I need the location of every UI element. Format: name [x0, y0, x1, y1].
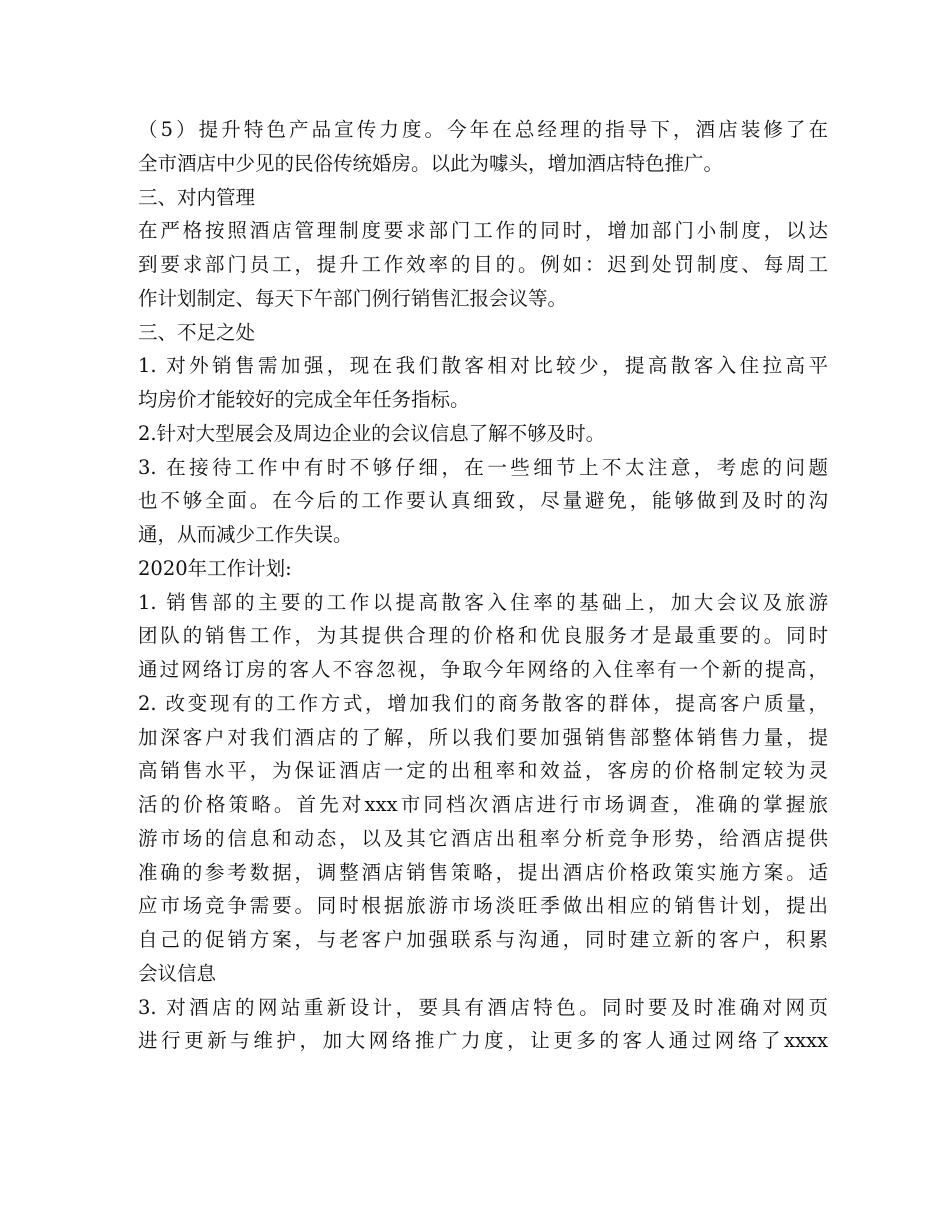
- list-item-line: 3. 在接待工作中有时不够仔细，在一些细节上不太注意，考虑的问题: [138, 455, 828, 479]
- text-line: 加深客户对我们酒店的了解，所以我们要加强销售部整体销售力量，提: [138, 725, 828, 749]
- text-line: 会议信息: [138, 961, 217, 985]
- text-line: 也不够全面。在今后的工作要认真细致，尽量避免，能够做到及时的沟: [138, 489, 828, 513]
- text-line: 游市场的信息和动态，以及其它酒店出租率分析竞争形势，给酒店提供: [138, 826, 828, 850]
- text-line: （5）提升特色产品宣传力度。今年在总经理的指导下，酒店装修了在: [138, 118, 828, 141]
- document-body: [138, 113, 828, 1058]
- section-heading: 2020年工作计划:: [138, 556, 292, 580]
- section-heading: 三、不足之处: [138, 320, 256, 344]
- list-item-line: 1. 销售部的主要的工作以提高散客入住率的基础上，加大会议及旅游: [138, 590, 828, 614]
- section-heading: 三、对内管理: [138, 185, 256, 209]
- list-item-line: 3. 对酒店的网站重新设计，要具有酒店特色。同时要及时准确对网页: [138, 995, 828, 1019]
- text-line: 在严格按照酒店管理制度要求部门工作的同时，增加部门小制度，以达: [138, 219, 828, 243]
- text-line: 全市酒店中少见的民俗传统婚房。以此为噱头，增加酒店特色推广。: [138, 151, 724, 175]
- list-item-line: 2.针对大型展会及周边企业的会议信息了解不够及时。: [138, 421, 606, 445]
- text-line: 通过网络订房的客人不容忽视，争取今年网络的入住率有一个新的提高，: [138, 658, 828, 681]
- text-line: 团队的销售工作，为其提供合理的价格和优良服务才是最重要的。同时: [138, 624, 828, 648]
- text-line: 高销售水平，为保证酒店一定的出租率和效益，客房的价格制定较为灵: [138, 759, 828, 783]
- text-line: 活的价格策略。首先对xxx市同档次酒店进行市场调查，准确的掌握旅: [138, 793, 828, 816]
- list-item-line: 2. 改变现有的工作方式，增加我们的商务散客的群体，提高客户质量，: [138, 691, 828, 715]
- text-line: 准确的参考数据，调整酒店销售策略，提出酒店价格政策实施方案。适: [138, 860, 828, 884]
- list-item-line: 1. 对外销售需加强，现在我们散客相对比较少，提高散客入住拉高平: [138, 354, 828, 378]
- text-line: 均房价才能较好的完成全年任务指标。: [138, 388, 470, 411]
- text-line: 作计划制定、每天下午部门例行销售汇报会议等。: [138, 286, 568, 310]
- text-line: 进行更新与维护，加大网络推广力度，让更多的客人通过网络了xxxx: [138, 1029, 828, 1053]
- text-line: 通，从而减少工作失误。: [138, 523, 353, 546]
- text-line: 到要求部门员工，提升工作效率的目的。例如：迟到处罚制度、每周工: [138, 253, 828, 276]
- text-line: 自己的促销方案，与老客户加强联系与沟通，同时建立新的客户，积累: [138, 928, 828, 951]
- text-line: 应市场竞争需要。同时根据旅游市场淡旺季做出相应的销售计划，提出: [138, 894, 828, 918]
